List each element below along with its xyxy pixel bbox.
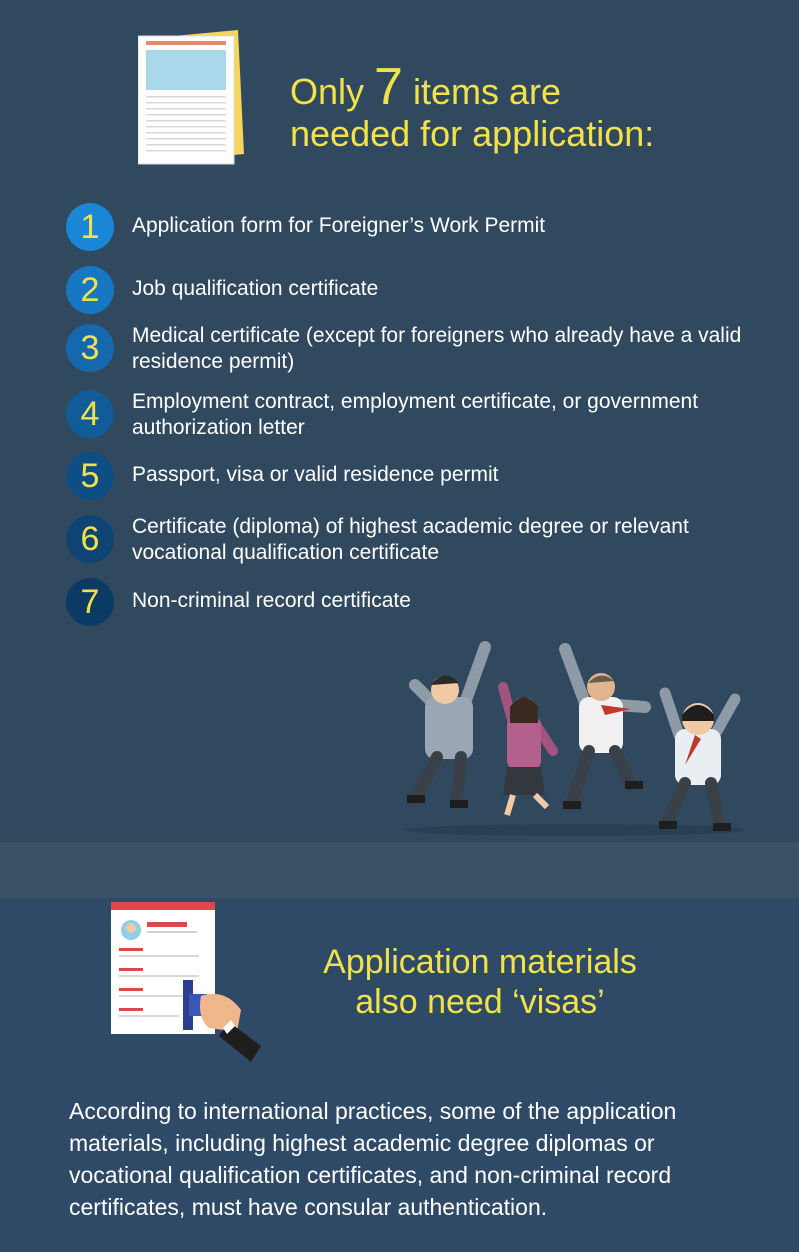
item-number-badge: 1 (66, 203, 114, 251)
item-number-badge: 5 (66, 452, 114, 500)
item-text: Application form for Foreigner’s Work Permit (132, 214, 546, 237)
item-text: Passport, visa or valid residence permit (132, 463, 499, 486)
item-text: Medical certificate (except for foreigners who already have a valid residence permit) (132, 324, 742, 373)
item-text: Job qualification certificate (132, 277, 379, 300)
stamp-document-icon (105, 900, 275, 1070)
page-title: Only 7 items are needed for application: (290, 58, 655, 154)
section-divider (0, 842, 799, 898)
item-number-badge: 7 (66, 578, 114, 626)
item-number-badge: 4 (66, 390, 114, 438)
body-paragraph: According to international practices, some of the application materials, including highest academic degree diplomas or vocational qualification certificates, and non-criminal record certificates, must have consular authentication. (69, 1098, 677, 1220)
item-text: Employment contract, employment certificate, or government authorization letter (132, 390, 699, 439)
item-number-badge: 2 (66, 266, 114, 314)
item-text: Certificate (diploma) of highest academic degree or relevant vocational qualification certificate (132, 515, 689, 564)
item-number-badge: 6 (66, 515, 114, 563)
item-text: Non-criminal record certificate (132, 589, 411, 612)
document-icon (138, 30, 248, 170)
item-number-badge: 3 (66, 324, 114, 372)
section-title: Application materials also need ‘visas’ (323, 943, 637, 1021)
jumping-people-icon (395, 635, 755, 840)
